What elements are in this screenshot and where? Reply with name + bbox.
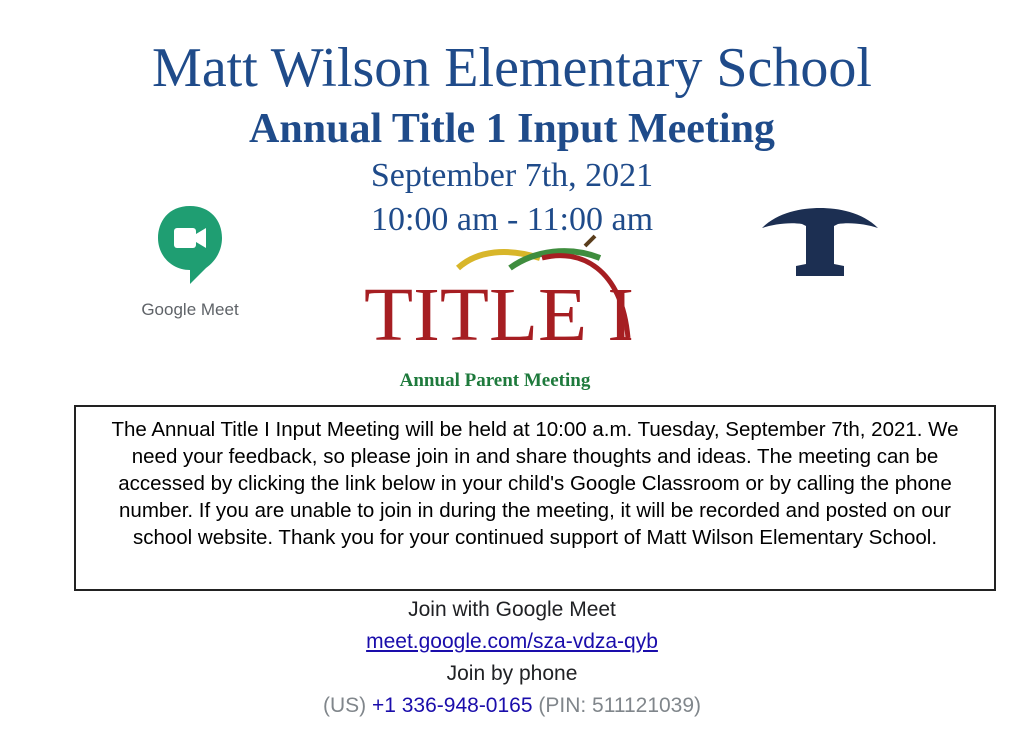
join-phone-heading: Join by phone bbox=[446, 662, 578, 685]
phone-number-link[interactable]: +1 336-948-0165 bbox=[371, 694, 533, 717]
title-one-logo bbox=[360, 228, 645, 368]
school-name-heading: Matt Wilson Elementary School bbox=[152, 37, 872, 99]
phone-pin: (PIN: 511121039) bbox=[538, 694, 702, 717]
annual-parent-meeting-label: Annual Parent Meeting bbox=[399, 370, 591, 391]
school-t-logo bbox=[758, 206, 882, 280]
phone-country: (US) bbox=[322, 694, 367, 717]
title-one-arc-icon bbox=[360, 228, 645, 368]
meeting-time: 10:00 am - 11:00 am bbox=[370, 201, 654, 233]
title-one-logo-text: TITLE I bbox=[364, 273, 634, 357]
meet-link[interactable]: meet.google.com/sza-vdza-qyb bbox=[366, 630, 658, 653]
meeting-date: September 7th, 2021 bbox=[370, 157, 654, 194]
meeting-info-text: The Annual Title I Input Meeting will be held at 10:00 a.m. Tuesday, September 7th, 2021. We need your feedback, so please join in and share thoughts and ideas. The meeting can be accessed by clicking the link below in your child's Google Classroom or by calling the phone number. If you are unable to join in during the meeting, it will be recorded and posted on our school website. Thank you for your continued support of Matt Wilson Elementary School. bbox=[111, 418, 959, 549]
phone-line bbox=[0, 694, 1024, 718]
meet-link-row bbox=[0, 630, 1024, 654]
google-meet-label: Google Meet bbox=[141, 300, 239, 319]
google-meet-icon bbox=[130, 198, 250, 298]
join-meet-heading: Join with Google Meet bbox=[408, 598, 616, 621]
meeting-title-heading: Annual Title 1 Input Meeting bbox=[249, 106, 775, 152]
t-logo-icon bbox=[758, 206, 882, 280]
meeting-info-box bbox=[74, 405, 996, 591]
